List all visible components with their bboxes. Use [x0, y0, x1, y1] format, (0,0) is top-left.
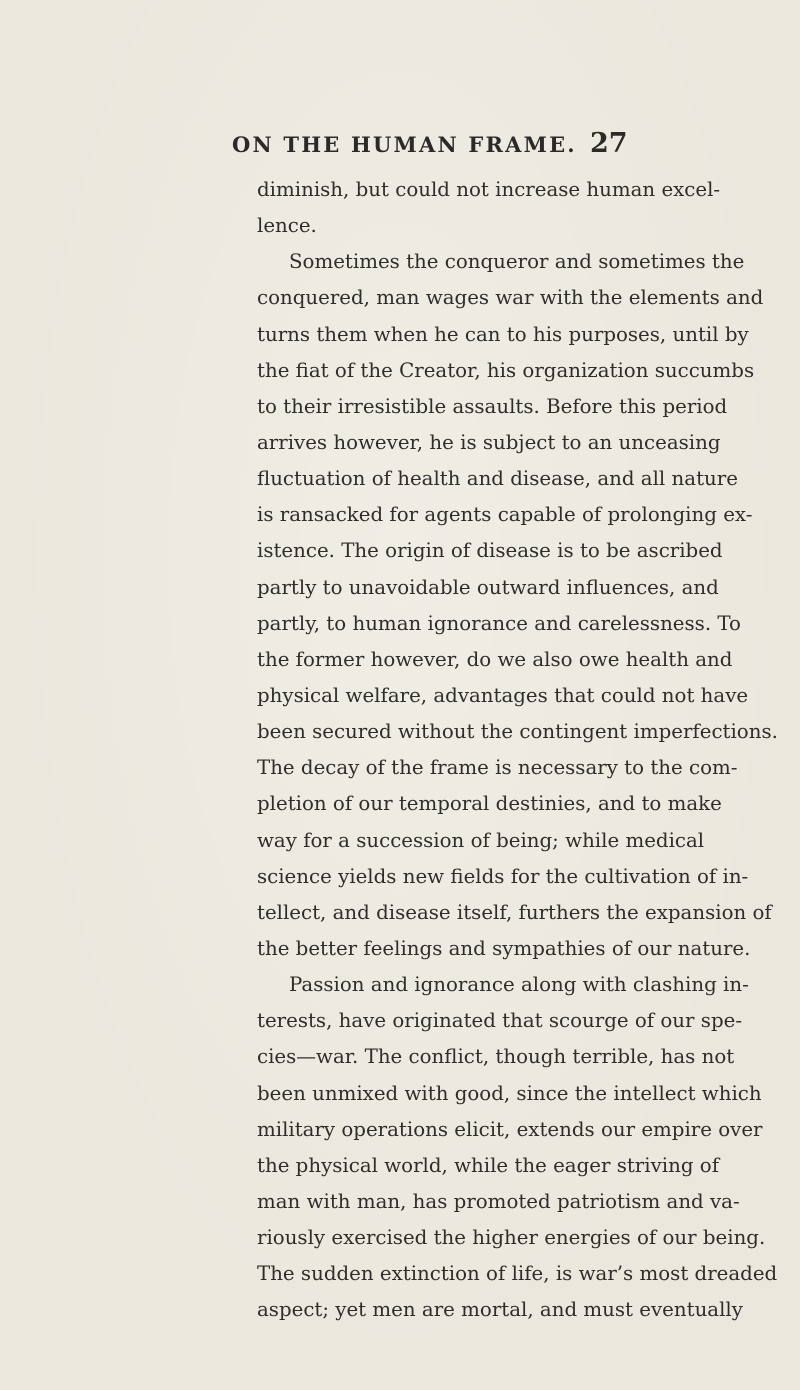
text-line: man with man, has promoted patriotism and va- [257, 1189, 740, 1213]
text-line: to their irresistible assaults. Before this period [257, 394, 728, 418]
running-title: ON THE HUMAN FRAME. [232, 132, 577, 157]
text-line: is ransacked for agents capable of prolonging ex- [257, 503, 753, 527]
text-line: conquered, man wages war with the elements and [257, 286, 764, 310]
text-line: the better feelings and sympathies of our nature. [257, 936, 751, 960]
text-line: aspect; yet men are mortal, and must eventually [257, 1298, 743, 1322]
text-line: been secured without the contingent imperfections. [257, 720, 778, 744]
text-line: turns them when he can to his purposes, until by [257, 322, 749, 346]
text-line: tellect, and disease itself, furthers the expansion of [257, 900, 772, 924]
text-line: diminish, but could not increase human excel- [257, 178, 721, 201]
text-line: terests, have originated that scourge of our spe- [257, 1009, 742, 1033]
text-line: physical welfare, advantages that could not have [257, 683, 749, 707]
text-line: Sometimes the conqueror and sometimes the [289, 250, 745, 274]
text-line: partly to unavoidable outward influences, and [257, 575, 719, 599]
text-line: fluctuation of health and disease, and all nature [257, 467, 738, 491]
text-line: the physical world, while the eager striving of [257, 1153, 720, 1177]
text-line: way for a succession of being; while medical [257, 828, 705, 852]
text-line: cies—war. The conflict, though terrible, has not [257, 1045, 735, 1069]
text-line: arrives however, he is subject to an unceasing [257, 430, 721, 454]
text-line: partly, to human ignorance and carelessness. To [257, 611, 741, 635]
text-line: lence. [257, 214, 317, 238]
text-line: the former however, do we also owe health and [257, 647, 733, 671]
text-line: military operations elicit, extends our empire over [257, 1117, 763, 1141]
text-line: science yields new fields for the cultivation of in- [257, 864, 749, 888]
text-line: istence. The origin of disease is to be ascribed [257, 539, 723, 563]
text-line: riously exercised the higher energies of our being. [257, 1226, 766, 1250]
page-number: 27 [590, 128, 628, 159]
body-text [257, 172, 778, 1329]
running-head [0, 128, 800, 172]
text-line: pletion of our temporal destinies, and to make [257, 792, 722, 816]
text-line: The sudden extinction of life, is war’s most dreaded [257, 1262, 778, 1286]
text-line: The decay of the frame is necessary to the com- [257, 756, 738, 780]
text-line: the fiat of the Creator, his organization succumbs [257, 358, 755, 382]
text-line: Passion and ignorance along with clashing in- [289, 973, 749, 997]
text-line: been unmixed with good, since the intellect which [257, 1081, 762, 1105]
